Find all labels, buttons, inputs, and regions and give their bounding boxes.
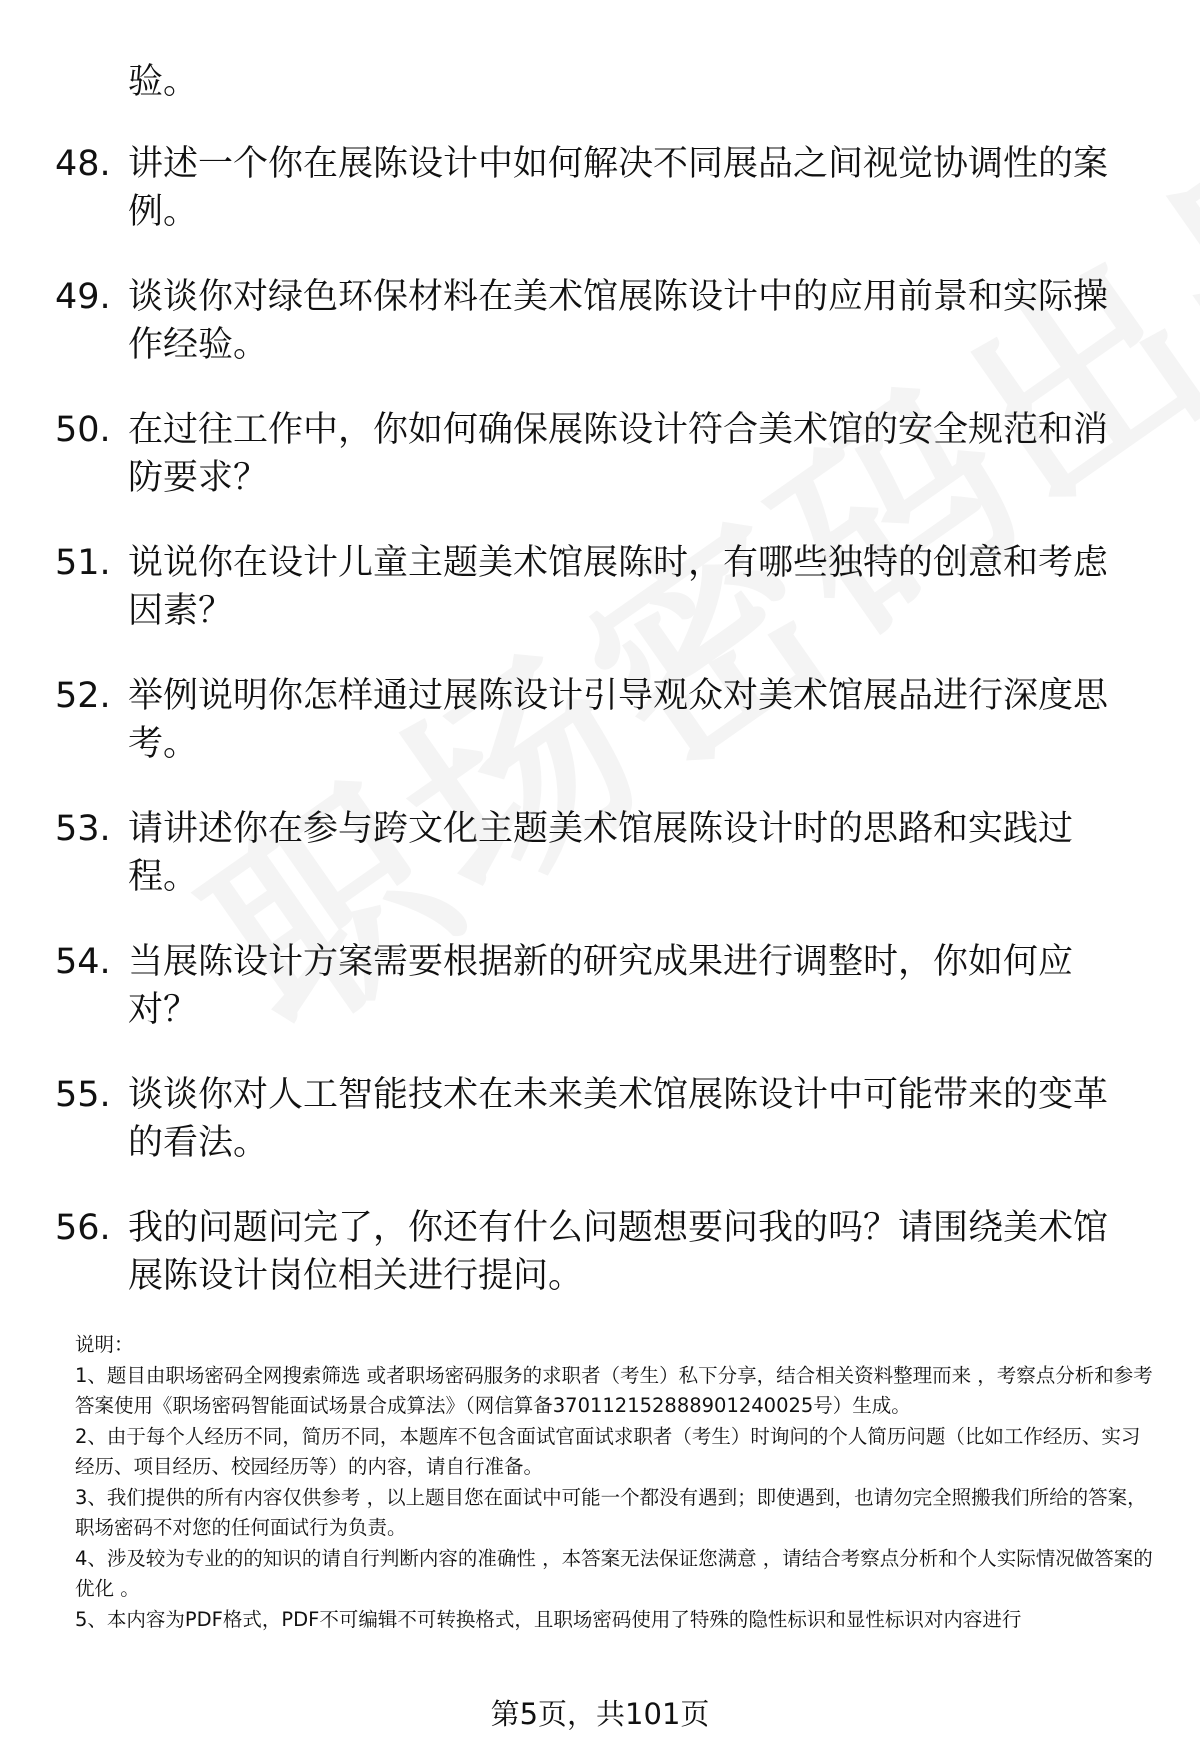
question-number: 55. bbox=[55, 1075, 111, 1115]
question-item-55 bbox=[0, 1071, 1200, 1167]
question-text: 说说你在设计儿童主题美术馆展陈时，有哪些独特的创意和考虑因素？ bbox=[128, 543, 1109, 631]
question-number: 53. bbox=[55, 809, 111, 849]
question-item-48 bbox=[0, 140, 1200, 236]
page-number-footer: 第5页，共101页 bbox=[490, 1697, 710, 1731]
question-number: 49. bbox=[55, 277, 111, 317]
question-item-50 bbox=[0, 406, 1200, 502]
question-number: 51. bbox=[55, 543, 111, 583]
note-item-4: 4、涉及较为专业的的知识的请自行判断内容的准确性 ，本答案无法保证您满意 ，请结合考察点分析和个人实际情况做答案的优化 。 bbox=[75, 1546, 1153, 1600]
question-list bbox=[0, 140, 1200, 1337]
question-item-51 bbox=[0, 539, 1200, 635]
question-item-52 bbox=[0, 672, 1200, 768]
note-item-2: 2、由于每个人经历不同，简历不同，本题库不包含面试官面试求职者（考生）时询问的个人简历问题（比如工作经历、实习经历、项目经历、校园经历等）的内容，请自行准备。 bbox=[75, 1424, 1141, 1478]
note-item-3: 3、我们提供的所有内容仅供参考 ，以上题目您在面试中可能一个都没有遇到；即使遇到，也请勿完全照搬我们所给的答案，职场密码不对您的任何面试行为负责。 bbox=[75, 1485, 1147, 1539]
question-text: 请讲述你在参与跨文化主题美术馆展陈设计时的思路和实践过程。 bbox=[128, 809, 1074, 897]
note-item-1: 1、题目由职场密码全网搜索筛选 或者职场密码服务的求职者（考生）私下分享，结合相关资料整理而来 ，考察点分析和参考答案使用《职场密码智能面试场景合成算法》（网信算备370112152888901240025号）生成。 bbox=[75, 1363, 1153, 1417]
question-number: 48. bbox=[55, 144, 111, 184]
notes-heading: 说明： bbox=[75, 1333, 134, 1356]
question-item-54 bbox=[0, 938, 1200, 1034]
question-text: 在过往工作中，你如何确保展陈设计符合美术馆的安全规范和消防要求？ bbox=[128, 410, 1109, 498]
question-number: 50. bbox=[55, 410, 111, 450]
question-number: 56. bbox=[55, 1208, 111, 1248]
question-item-49 bbox=[0, 273, 1200, 369]
question-text: 举例说明你怎样通过展陈设计引导观众对美术馆展品进行深度思考。 bbox=[128, 676, 1109, 764]
question-item-53 bbox=[0, 805, 1200, 901]
question-number: 54. bbox=[55, 942, 111, 982]
question-text: 谈谈你对人工智能技术在未来美术馆展陈设计中可能带来的变革的看法。 bbox=[128, 1075, 1109, 1163]
notes-section bbox=[75, 1330, 1155, 1635]
question-text: 当展陈设计方案需要根据新的研究成果进行调整时，你如何应对？ bbox=[128, 942, 1074, 1030]
note-item-5: 5、本内容为PDF格式，PDF不可编辑不可转换格式，且职场密码使用了特殊的隐性标识和显性标识对内容进行 bbox=[75, 1607, 1022, 1631]
question-item-56 bbox=[0, 1204, 1200, 1300]
question-text: 讲述一个你在展陈设计中如何解决不同展品之间视觉协调性的案例。 bbox=[128, 144, 1109, 232]
question-text: 我的问题问完了，你还有什么问题想要问我的吗？请围绕美术馆展陈设计岗位相关进行提问。 bbox=[128, 1208, 1109, 1296]
continuation-text: 验。 bbox=[128, 62, 199, 102]
question-number: 52. bbox=[55, 676, 111, 716]
question-text: 谈谈你对绿色环保材料在美术馆展陈设计中的应用前景和实际操作经验。 bbox=[128, 277, 1109, 365]
